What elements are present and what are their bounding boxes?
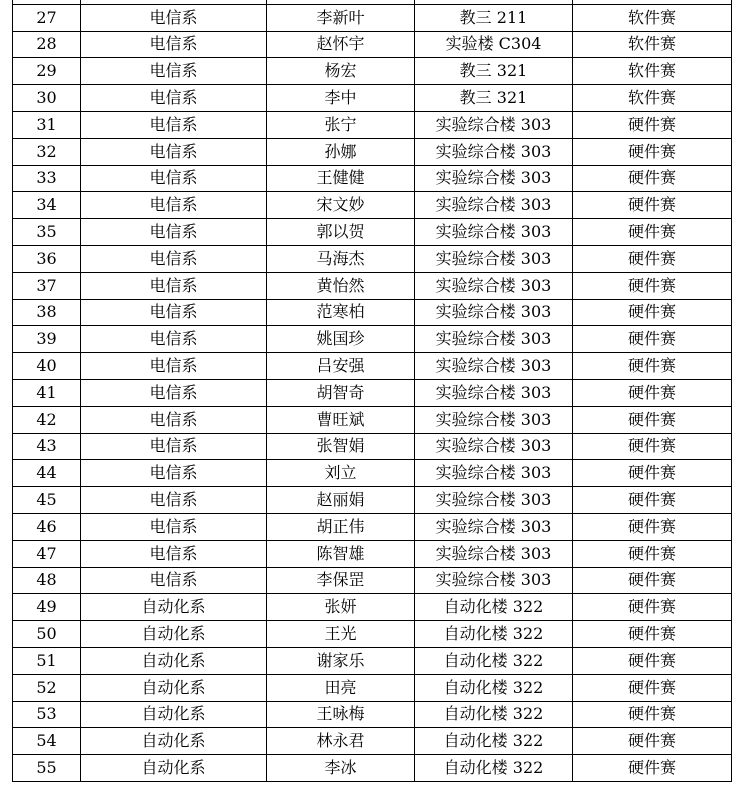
table-row xyxy=(13,85,732,112)
cell-competition: 硬件赛 xyxy=(573,138,732,165)
cell-number: 34 xyxy=(13,192,81,219)
cell-name: 范寒柏 xyxy=(267,299,415,326)
cell-number: 32 xyxy=(13,138,81,165)
cell-room: 实验楼 C304 xyxy=(415,31,573,58)
table-row xyxy=(13,728,732,755)
table-row xyxy=(13,406,732,433)
cell-room: 实验综合楼 303 xyxy=(415,513,573,540)
cell-name: 李新叶 xyxy=(267,4,415,31)
cell-competition: 硬件赛 xyxy=(573,540,732,567)
cell-room: 实验综合楼 303 xyxy=(415,567,573,594)
cell-competition: 软件赛 xyxy=(573,4,732,31)
cell-department: 自动化系 xyxy=(81,755,267,782)
cell-number: 42 xyxy=(13,406,81,433)
table-row xyxy=(13,513,732,540)
cell-number: 38 xyxy=(13,299,81,326)
cell-number: 39 xyxy=(13,326,81,353)
cell-competition: 软件赛 xyxy=(573,85,732,112)
roster-table xyxy=(12,0,732,782)
cell-name: 孙娜 xyxy=(267,138,415,165)
table-row xyxy=(13,192,732,219)
cell-competition: 硬件赛 xyxy=(573,460,732,487)
cell-number: 35 xyxy=(13,219,81,246)
cell-name: 胡正伟 xyxy=(267,513,415,540)
table-row xyxy=(13,326,732,353)
cell-competition: 硬件赛 xyxy=(573,406,732,433)
cell-department: 电信系 xyxy=(81,138,267,165)
cell-name: 谢家乐 xyxy=(267,647,415,674)
cell-department: 电信系 xyxy=(81,299,267,326)
cell-room: 实验综合楼 303 xyxy=(415,460,573,487)
cell-department: 电信系 xyxy=(81,567,267,594)
table-row xyxy=(13,31,732,58)
cell-department: 电信系 xyxy=(81,433,267,460)
cell-name: 刘立 xyxy=(267,460,415,487)
cell-department: 电信系 xyxy=(81,513,267,540)
cell-name: 田亮 xyxy=(267,674,415,701)
cell-number: 54 xyxy=(13,728,81,755)
cell-competition: 硬件赛 xyxy=(573,674,732,701)
cell-number: 48 xyxy=(13,567,81,594)
cell-number: 30 xyxy=(13,85,81,112)
cell-number: 52 xyxy=(13,674,81,701)
cell-department: 电信系 xyxy=(81,487,267,514)
cell-competition: 硬件赛 xyxy=(573,192,732,219)
cell-name: 王健健 xyxy=(267,165,415,192)
table-row xyxy=(13,379,732,406)
table-row xyxy=(13,647,732,674)
cell-name: 郭以贺 xyxy=(267,219,415,246)
cell-competition: 硬件赛 xyxy=(573,299,732,326)
cell-department: 自动化系 xyxy=(81,728,267,755)
cell-department: 电信系 xyxy=(81,192,267,219)
cell-competition: 硬件赛 xyxy=(573,621,732,648)
cell-department: 自动化系 xyxy=(81,647,267,674)
cell-room: 自动化楼 322 xyxy=(415,728,573,755)
cell-name: 马海杰 xyxy=(267,245,415,272)
cell-number: 33 xyxy=(13,165,81,192)
table-row xyxy=(13,433,732,460)
cell-department: 电信系 xyxy=(81,31,267,58)
table-row xyxy=(13,299,732,326)
cell-room: 实验综合楼 303 xyxy=(415,540,573,567)
cell-number: 40 xyxy=(13,353,81,380)
table-row xyxy=(13,460,732,487)
cell-name: 赵丽娟 xyxy=(267,487,415,514)
cell-number: 27 xyxy=(13,4,81,31)
cell-competition: 硬件赛 xyxy=(573,245,732,272)
table-row xyxy=(13,353,732,380)
cell-room: 实验综合楼 303 xyxy=(415,433,573,460)
cell-competition: 硬件赛 xyxy=(573,594,732,621)
table-row xyxy=(13,540,732,567)
cell-competition: 软件赛 xyxy=(573,58,732,85)
cell-room: 实验综合楼 303 xyxy=(415,326,573,353)
cell-name: 李冰 xyxy=(267,755,415,782)
cell-name: 姚国珍 xyxy=(267,326,415,353)
cell-competition: 硬件赛 xyxy=(573,567,732,594)
cell-room: 实验综合楼 303 xyxy=(415,219,573,246)
cell-name: 张妍 xyxy=(267,594,415,621)
cell-room: 教三 211 xyxy=(415,4,573,31)
cell-competition: 硬件赛 xyxy=(573,433,732,460)
table-row xyxy=(13,4,732,31)
cell-name: 吕安强 xyxy=(267,353,415,380)
cell-department: 电信系 xyxy=(81,58,267,85)
cell-room: 自动化楼 322 xyxy=(415,755,573,782)
cell-department: 电信系 xyxy=(81,111,267,138)
table-row xyxy=(13,701,732,728)
cell-room: 自动化楼 322 xyxy=(415,674,573,701)
cell-number: 47 xyxy=(13,540,81,567)
table-row xyxy=(13,111,732,138)
cell-competition: 硬件赛 xyxy=(573,272,732,299)
cell-department: 电信系 xyxy=(81,219,267,246)
cell-room: 自动化楼 322 xyxy=(415,621,573,648)
cell-room: 实验综合楼 303 xyxy=(415,111,573,138)
cell-number: 44 xyxy=(13,460,81,487)
cell-room: 实验综合楼 303 xyxy=(415,379,573,406)
cell-department: 电信系 xyxy=(81,165,267,192)
cell-competition: 硬件赛 xyxy=(573,701,732,728)
cell-department: 电信系 xyxy=(81,460,267,487)
cell-department: 电信系 xyxy=(81,353,267,380)
cell-competition: 硬件赛 xyxy=(573,755,732,782)
cell-number: 50 xyxy=(13,621,81,648)
cell-department: 电信系 xyxy=(81,540,267,567)
cell-room: 实验综合楼 303 xyxy=(415,192,573,219)
table-row xyxy=(13,621,732,648)
cell-number: 28 xyxy=(13,31,81,58)
cell-name: 赵怀宇 xyxy=(267,31,415,58)
cell-competition: 软件赛 xyxy=(573,31,732,58)
cell-number: 51 xyxy=(13,647,81,674)
cell-name: 王咏梅 xyxy=(267,701,415,728)
table-row xyxy=(13,272,732,299)
cell-number: 37 xyxy=(13,272,81,299)
cell-number: 41 xyxy=(13,379,81,406)
cell-name: 王光 xyxy=(267,621,415,648)
cell-competition: 硬件赛 xyxy=(573,513,732,540)
cell-room: 自动化楼 322 xyxy=(415,594,573,621)
cell-name: 张宁 xyxy=(267,111,415,138)
cell-competition: 硬件赛 xyxy=(573,353,732,380)
cell-name: 张智娟 xyxy=(267,433,415,460)
table-row xyxy=(13,219,732,246)
cell-room: 实验综合楼 303 xyxy=(415,487,573,514)
cell-name: 李保罡 xyxy=(267,567,415,594)
cell-name: 曹旺斌 xyxy=(267,406,415,433)
cell-number: 29 xyxy=(13,58,81,85)
cell-number: 53 xyxy=(13,701,81,728)
cell-name: 陈智雄 xyxy=(267,540,415,567)
table-row xyxy=(13,245,732,272)
cell-room: 自动化楼 322 xyxy=(415,701,573,728)
cell-competition: 硬件赛 xyxy=(573,219,732,246)
cell-name: 李中 xyxy=(267,85,415,112)
table-row xyxy=(13,138,732,165)
table-row xyxy=(13,487,732,514)
cell-department: 电信系 xyxy=(81,245,267,272)
cell-room: 实验综合楼 303 xyxy=(415,353,573,380)
table-row xyxy=(13,755,732,782)
cell-room: 教三 321 xyxy=(415,58,573,85)
cell-room: 教三 321 xyxy=(415,85,573,112)
cell-room: 实验综合楼 303 xyxy=(415,245,573,272)
cell-room: 实验综合楼 303 xyxy=(415,406,573,433)
cell-name: 宋文妙 xyxy=(267,192,415,219)
cell-room: 实验综合楼 303 xyxy=(415,138,573,165)
table-row xyxy=(13,567,732,594)
cell-competition: 硬件赛 xyxy=(573,379,732,406)
cell-number: 36 xyxy=(13,245,81,272)
cell-name: 林永君 xyxy=(267,728,415,755)
cell-competition: 硬件赛 xyxy=(573,487,732,514)
cell-department: 电信系 xyxy=(81,326,267,353)
cell-department: 自动化系 xyxy=(81,594,267,621)
table-row xyxy=(13,58,732,85)
cell-department: 自动化系 xyxy=(81,701,267,728)
cell-number: 49 xyxy=(13,594,81,621)
table-row xyxy=(13,674,732,701)
cell-number: 31 xyxy=(13,111,81,138)
cell-number: 43 xyxy=(13,433,81,460)
cell-department: 自动化系 xyxy=(81,621,267,648)
table-row xyxy=(13,165,732,192)
cell-name: 杨宏 xyxy=(267,58,415,85)
cell-room: 实验综合楼 303 xyxy=(415,165,573,192)
cell-number: 45 xyxy=(13,487,81,514)
cell-department: 电信系 xyxy=(81,406,267,433)
cell-competition: 硬件赛 xyxy=(573,728,732,755)
cell-number: 46 xyxy=(13,513,81,540)
cell-competition: 硬件赛 xyxy=(573,165,732,192)
cell-department: 电信系 xyxy=(81,4,267,31)
cell-department: 电信系 xyxy=(81,272,267,299)
cell-room: 自动化楼 322 xyxy=(415,647,573,674)
cell-department: 电信系 xyxy=(81,85,267,112)
cell-competition: 硬件赛 xyxy=(573,326,732,353)
cell-department: 电信系 xyxy=(81,379,267,406)
cell-name: 胡智奇 xyxy=(267,379,415,406)
roster-table-body xyxy=(13,0,732,781)
cell-competition: 硬件赛 xyxy=(573,647,732,674)
cell-room: 实验综合楼 303 xyxy=(415,299,573,326)
cell-competition: 硬件赛 xyxy=(573,111,732,138)
cell-room: 实验综合楼 303 xyxy=(415,272,573,299)
cell-number: 55 xyxy=(13,755,81,782)
cell-department: 自动化系 xyxy=(81,674,267,701)
table-row xyxy=(13,594,732,621)
cell-name: 黄怡然 xyxy=(267,272,415,299)
